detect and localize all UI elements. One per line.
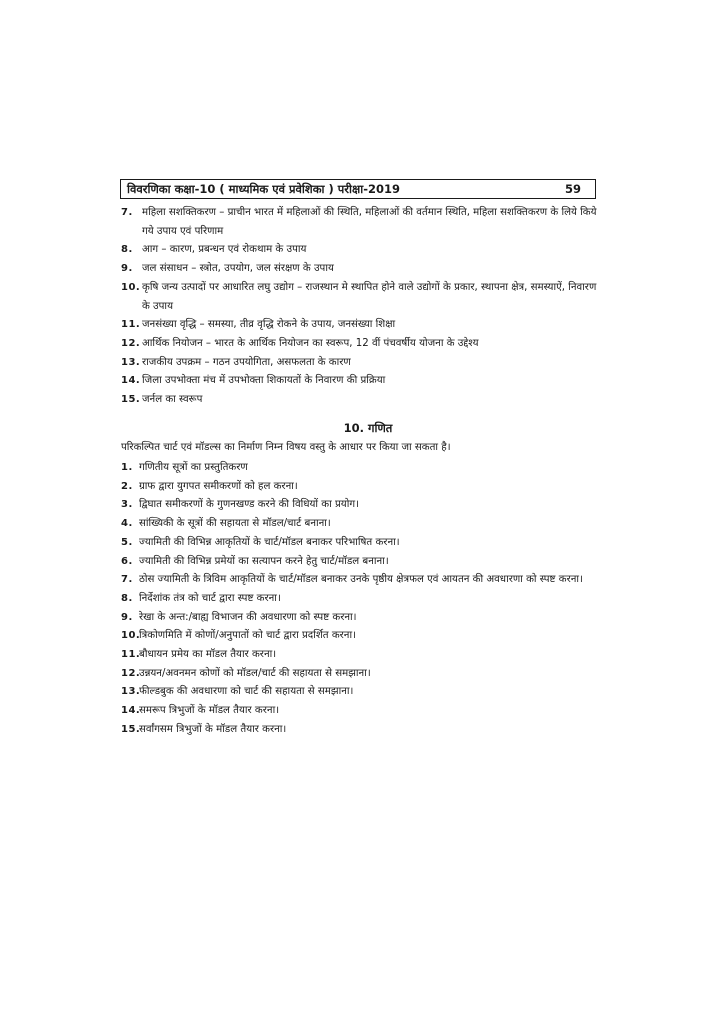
item-number: 10. [121,630,141,642]
item-number: 15. [121,394,141,406]
item-text: जिला उपभोक्ता मंच में उपभोक्ता शिकायतों के निवारण की प्रक्रिया [142,375,386,387]
item-text: फील्डबुक की अवधारणा को चार्ट की सहायता से समझाना। [139,686,354,698]
item-text: ज्यामिती की विभिन्न प्रमेयों का सत्यापन करने हेतु चार्ट/मॉडल बनाना। [139,555,389,567]
list-item [121,241,601,260]
item-text: गणितीय सूत्रों का प्रस्तुतिकरण [139,462,248,473]
item-text: त्रिकोणमिति में कोणों/अनुपातों को चार्ट द्वारा प्रदर्शित करना। [139,630,356,642]
item-number: 9. [121,263,133,275]
list-item [121,478,601,497]
item-text: जनसंख्या वृद्धि – समस्या, तीव्र वृद्धि रोकने के उपाय, जनसंख्या शिक्षा [142,319,396,331]
item-text: रेखा के अन्त:/बाह्य विभाजन की अवधारणा को स्पष्ट करना। [139,611,357,623]
item-number: 13. [121,356,141,368]
list-item [121,571,601,590]
list-item [121,354,601,373]
item-number: 11. [121,649,141,661]
page-number: 59 [564,182,581,196]
item-text: बौधायन प्रमेय का मॉडल तैयार करना। [139,649,277,661]
list-item [121,646,601,665]
list-item [121,316,601,335]
list-item [121,279,601,316]
item-text: जर्नल का स्वरूप [142,394,203,406]
item-text: ठोस ज्यामिती के त्रिविम आकृतियों के चार्ट/मॉडल बनाकर उनके पृष्ठीय क्षेत्रफल एवं आयतन की अवधारणा को स्पष्ट करना। [139,574,583,586]
item-text: कृषि जन्य उत्पादों पर आधारित लघु उद्योग – राजस्थान मे स्थापित होने वाले उद्योगों के प्रकार, स्थापना क्षेत्र, समस्याऐं, निवारण के उपाय [142,281,597,312]
item-text: ज्यामिती की विभिन्न आकृतियों के चार्ट/मॉडल बनाकर परिभाषित करना। [139,536,400,548]
item-number: 2. [121,480,133,492]
item-number: 4. [121,518,133,530]
list-item [121,496,601,515]
list-item [121,260,601,279]
item-text: समरूप त्रिभुजों के मॉडल तैयार करना। [139,705,280,717]
item-number: 12. [121,667,141,679]
list-item [121,553,601,572]
list-item [121,515,601,534]
item-number: 13. [121,686,141,698]
list-item [121,372,601,391]
list-item [121,459,601,478]
item-text: आर्थिक नियोजन – भारत के आर्थिक नियोजन का स्वरूप, 12 वीं पंचवर्षीय योजना के उद्देश्य [142,337,479,349]
item-text: जल संसाधन – स्त्रोत, उपयोग, जल संरक्षण के उपाय [142,263,334,275]
running-header [120,179,596,199]
mathematics-topic-list [121,459,601,740]
section-intro: परिकल्पित चार्ट एवं मॉडल्स का निर्माण निम्न विषय वस्तु के आधार पर किया जा सकता है। [121,442,451,453]
list-item [121,721,601,740]
list-item [121,534,601,553]
item-text: उन्नयन/अवनमन कोणों को मॉडल/चार्ट की सहायता से समझाना। [139,667,371,679]
item-number: 8. [121,244,133,256]
item-text: महिला सशक्तिकरण – प्राचीन भारत में महिलाओं की स्थिति, महिलाओं की वर्तमान स्थिति, महिला सशक्तिकरण के लिये किये गये उपाय एवं परिणाम [142,207,597,237]
item-number: 7. [121,574,133,586]
list-item [121,590,601,609]
list-item [121,335,601,354]
header-title: विवरणिका कक्षा-10 ( माध्यमिक एवं प्रवेशिका ) परीक्षा-2019 [127,182,400,196]
item-number: 15. [121,723,141,735]
item-text: ग्राफ द्वारा युगपत समीकरणों को हल करना। [139,480,298,492]
list-item [121,391,601,410]
list-item [121,204,601,241]
item-number: 14. [121,375,141,387]
item-number: 9. [121,611,133,623]
item-text: सर्वांगसम त्रिभुजों के मॉडल तैयार करना। [139,723,287,735]
topic-list-continued [121,204,601,410]
item-number: 11. [121,319,141,331]
list-item [121,609,601,628]
list-item [121,683,601,702]
item-text: सांख्यिकी के सूत्रों की सहायता से मॉडल/चार्ट बनाना। [139,518,331,530]
item-text: आग – कारण, प्रबन्धन एवं रोकथाम के उपाय [142,244,307,256]
item-number: 7. [121,207,133,218]
item-number: 3. [121,499,133,511]
list-item [121,702,601,721]
item-number: 12. [121,337,141,349]
item-number: 1. [121,462,133,473]
item-number: 14. [121,705,141,717]
item-number: 8. [121,592,133,604]
item-number: 10. [121,281,141,293]
list-item [121,627,601,646]
item-text: निर्देशांक तंत्र को चार्ट द्वारा स्पष्ट करना। [139,592,281,604]
item-number: 6. [121,555,133,567]
item-text: द्विघात समीकरणों के गुणनखण्ड करने की विधियों का प्रयोग। [139,499,359,511]
section-heading: 10. गणित [343,421,393,435]
list-item [121,665,601,684]
item-text: राजकीय उपक्रम – गठन उपयोगिता, असफलता के कारण [142,356,351,368]
item-number: 5. [121,536,133,548]
